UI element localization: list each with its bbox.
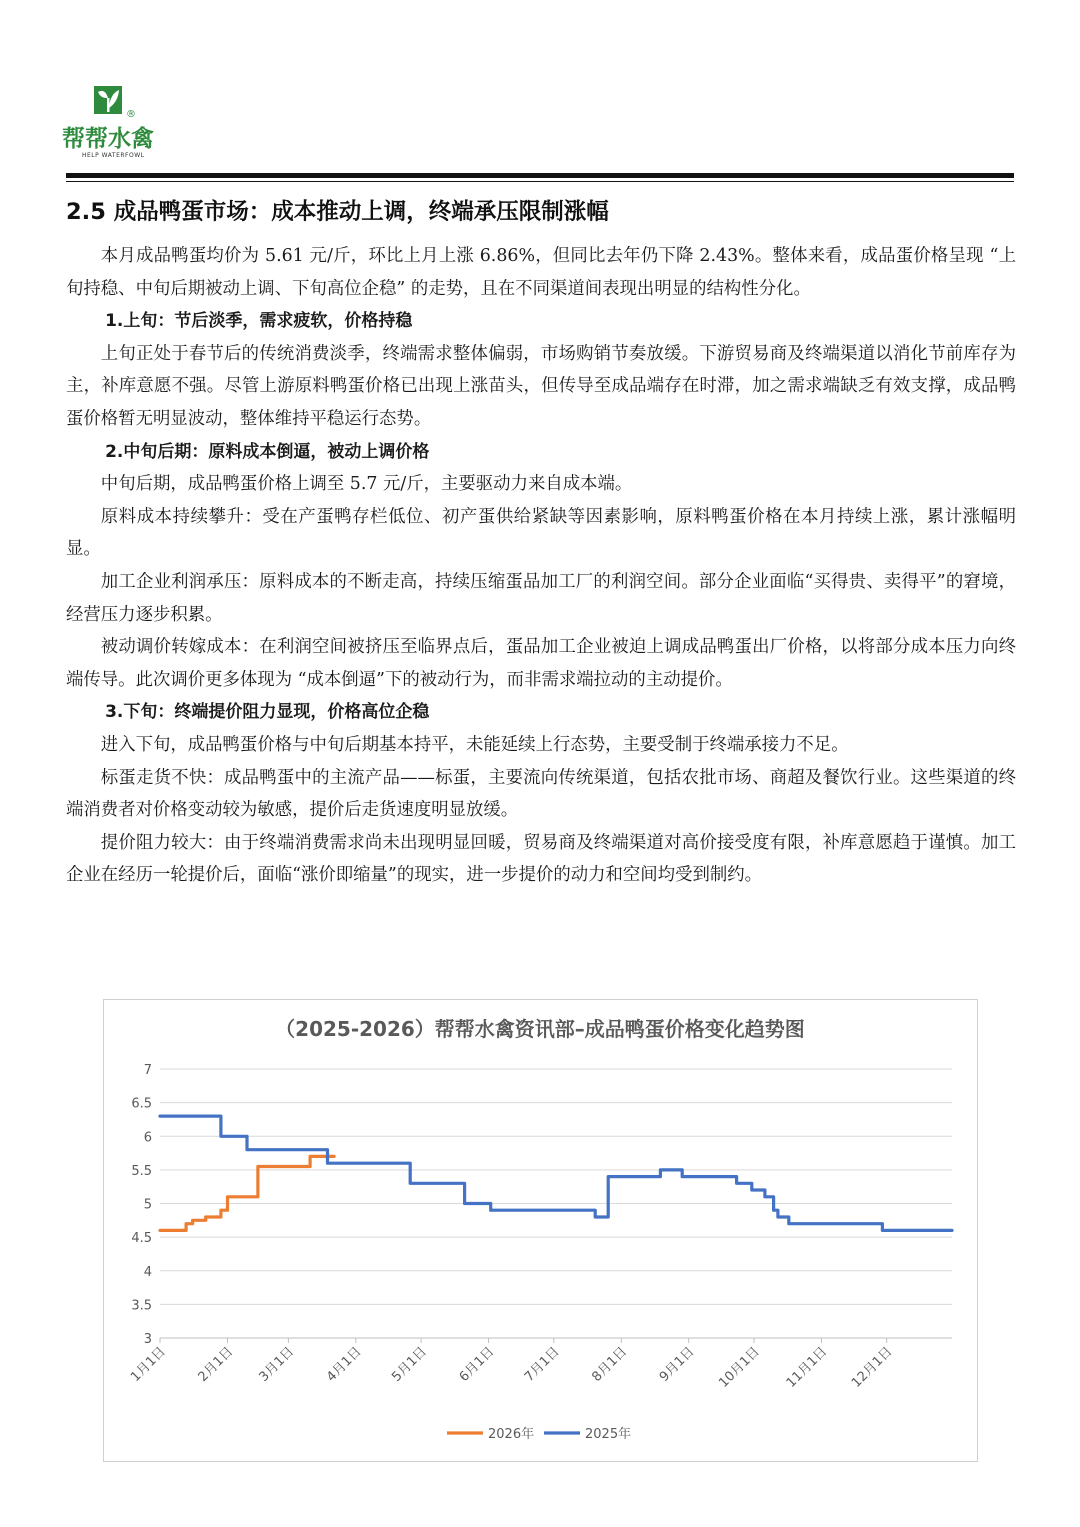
paragraph-late-month-3: 提价阻力较大：由于终端消费需求尚未出现明显回暖，贸易商及终端渠道对高价接受度有限，补库意愿趋于谨慎。加工企业在经历一轮提价后，面临“涨价即缩量”的现实，进一步提价的动力和空间均受到制约。 [66,832,1016,886]
logo-name-cn: 帮帮水禽 [62,126,154,152]
paragraph-mid-month-4: 被动调价转嫁成本：在利润空间被挤压至临界点后，蛋品加工企业被迫上调成品鸭蛋出厂价格，以将部分成本压力向终端传导。此次调价更多体现为 “成本倒逼”下的被动行为，而非需求端拉动的主动提价。 [66,637,1016,690]
legend-label: 2026年 [488,1427,535,1442]
subheading-early-month: 1.上旬：节后淡季，需求疲软，价格持稳 [105,311,413,332]
chart-canvas [104,1000,977,1461]
x-tick-label: 5月1日 [389,1344,430,1385]
y-tick-label: 5.5 [131,1163,152,1179]
company-logo [62,84,158,164]
paragraph-mid-month-1: 中旬后期，成品鸭蛋价格上调至 5.7 元/斤，主要驱动力来自成本端。 [100,474,633,495]
subheading-mid-month: 2.中旬后期：原料成本倒逼，被动上调价格 [105,441,430,462]
y-tick-label: 5 [143,1197,152,1213]
y-tick-label: 4 [143,1264,152,1280]
section-title: 2.5 成品鸭蛋市场：成本推动上调，终端承压限制涨幅 [66,199,609,225]
y-tick-label: 6 [143,1130,152,1146]
logo-name-en: HELP WATERFOWL [82,152,145,159]
x-tick-label: 10月1日 [716,1344,763,1391]
x-tick-label: 12月1日 [849,1344,896,1391]
price-trend-chart [103,999,978,1462]
x-tick-label: 2月1日 [195,1344,237,1385]
x-tick-label: 8月1日 [589,1344,631,1385]
registered-mark: ® [126,109,136,120]
y-tick-label: 6.5 [131,1096,152,1112]
x-tick-label: 7月1日 [521,1344,563,1385]
paragraph-early-month: 上旬正处于春节后的传统消费淡季，终端需求整体偏弱，市场购销节奏放缓。下游贸易商及终端渠道以消化节前库存为主，补库意愿不强。尽管上游原料鸭蛋价格已出现上涨苗头，但传导至成品端存在时滞，加之需求端缺乏有效支撑，成品鸭蛋价格暂无明显波动，整体维持平稳运行态势。 [66,343,1016,429]
paragraph-late-month-2: 标蛋走货不快：成品鸭蛋中的主流产品——标蛋，主要流向传统渠道，包括农批市场、商超及餐饮行业。这些渠道的终端消费者对价格变动较为敏感，提价后走货速度明显放缓。 [66,767,1016,821]
leaf-logo-icon [92,84,124,116]
x-tick-label: 11月1日 [783,1344,831,1391]
x-tick-label: 9月1日 [656,1344,698,1385]
header-rule-thin [66,181,1014,182]
paragraph-mid-month-3: 加工企业利润承压：原料成本的不断走高，持续压缩蛋品加工厂的利润空间。部分企业面临“买得贵、卖得平”的窘境，经营压力逐步积累。 [66,571,1016,625]
y-tick-label: 7 [143,1063,152,1078]
y-tick-label: 3 [143,1332,152,1347]
chart-title: （2025-2026）帮帮水禽资讯部–成品鸭蛋价格变化趋势图 [275,1017,805,1041]
paragraph-mid-month-2: 原料成本持续攀升：受在产蛋鸭存栏低位、初产蛋供给紧缺等因素影响，原料鸭蛋价格在本月持续上涨，累计涨幅明显。 [66,506,1016,560]
x-tick-label: 1月1日 [128,1344,169,1385]
article-body [66,240,1016,892]
paragraph-intro: 本月成品鸭蛋均价为 5.61 元/斤，环比上月上涨 6.86%，但同比去年仍下降 2.43%。整体来看，成品蛋价格呈现 “上旬持稳、中旬后期被动上调、下旬高位企稳” 的走势，且在不同渠道间表现出明显的结构性分化。 [66,246,1016,299]
x-tick-label: 4月1日 [323,1344,365,1385]
subheading-late-month: 3.下旬：终端提价阻力显现，价格高位企稳 [105,702,430,723]
paragraph-late-month-1: 进入下旬，成品鸭蛋价格与中旬后期基本持平，未能延续上行态势，主要受制于终端承接力不足。 [100,734,849,755]
y-tick-label: 3.5 [131,1298,152,1314]
x-tick-label: 3月1日 [256,1344,298,1385]
y-tick-label: 4.5 [131,1231,152,1247]
legend-label: 2025年 [585,1427,632,1442]
x-tick-label: 6月1日 [456,1344,498,1385]
series-line [160,1156,334,1230]
series-line [160,1116,952,1230]
header-rule-thick [66,173,1014,178]
